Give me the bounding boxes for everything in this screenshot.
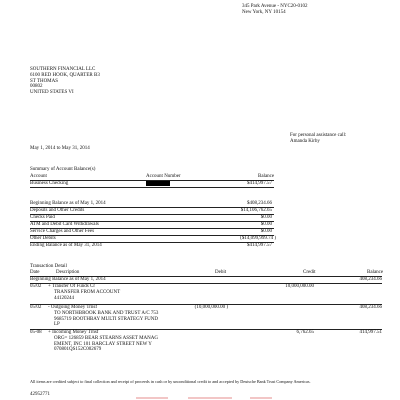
balance-line-amount: $0.00 <box>260 215 272 220</box>
assistance-contact <box>290 133 346 145</box>
summary-header-account: Account <box>30 174 47 179</box>
transaction-description <box>48 330 158 353</box>
transaction-description-line: TO NORTHBROOK BANK AND TRUST A/C 753 <box>54 310 159 316</box>
balance-line-label: Beginning Balance as of May 1, 2014 <box>30 201 106 206</box>
recipient-city: ST THOMAS <box>30 78 59 84</box>
footer-note: All items are credited subject to final collection and receipt of proceeds in cash or by unconditional credit to and accepted by Deutsche Bank Trust Company Americas. <box>30 379 311 384</box>
summary-account-name: Business Checking <box>30 181 69 186</box>
balance-line-label: Checks Paid <box>30 215 55 220</box>
assistance-name: Amanda Kirby <box>290 138 320 144</box>
transaction-opening-label: Beginning Balance as of May 1, 2014 <box>30 277 106 282</box>
transaction-header-description: Description <box>56 270 80 275</box>
recipient-country: UNITED STATES VI <box>30 90 74 95</box>
balance-line-label: Deposits and Other Credits <box>30 208 85 213</box>
transaction-description <box>48 305 158 328</box>
recipient-street: 6100 RED HOOK, QUARTER B3 <box>30 72 100 78</box>
balance-line-amount: $414,997.57 <box>247 243 272 248</box>
transaction-description-line: 9685719 BOOTHBAY MULTI STRATEGY FUND <box>54 316 158 322</box>
transaction-description-line: ORG= 126859 BEAR STEARNS ASSET MANAG <box>54 335 158 341</box>
transaction-header-balance: Balance <box>367 270 384 275</box>
transaction-description <box>48 284 120 301</box>
transaction-credit: 6,762.65 <box>296 330 314 335</box>
transaction-title: Transaction Detail <box>30 264 67 269</box>
balance-line-amount: $408,234.66 <box>247 201 272 206</box>
summary-account-balance: $414,997.57 <box>247 181 272 186</box>
transaction-description-line: EMENT, INC 101 BARCLAY STREET NEW Y <box>54 341 152 347</box>
recipient-name: SOUTHERN FINANCIAL LLC <box>30 67 96 72</box>
footer-mark <box>136 397 168 399</box>
transaction-balance: 414,997.51 <box>359 330 382 335</box>
transaction-description-line: TRANSFER FROM ACCOUNT <box>54 289 121 295</box>
recipient-address <box>30 67 100 96</box>
transaction-header-credit: Credit <box>303 270 316 275</box>
balance-line-label: Other Debits <box>30 236 56 241</box>
summary-header-account-number: Account Number <box>146 174 181 179</box>
balance-line-amount: ($14,099,999.74 ) <box>240 236 276 241</box>
transaction-description-line: 070801QS152C002679 <box>54 347 102 353</box>
summary-header-balance: Balance <box>258 174 275 179</box>
footer-mark <box>188 397 232 399</box>
transaction-description-line: + Transfer Of Funds Cr <box>48 284 95 289</box>
transaction-description-line: LP <box>54 322 60 328</box>
transaction-debit: (10,000,000.00 ) <box>194 305 228 310</box>
transaction-date: 05/02 <box>30 284 42 289</box>
transaction-description-line: + Incoming Money Trnsf <box>48 330 99 335</box>
assistance-label: For personal assistance call: <box>290 133 347 138</box>
summary-bottom-rule <box>30 187 274 188</box>
footer-mark <box>250 397 272 399</box>
transaction-balance: 408,234.66 <box>359 305 382 310</box>
balance-line-label: ATM and Debit Card Withdrawals <box>30 222 99 227</box>
transaction-opening-balance: 408,234.66 <box>359 277 382 282</box>
transaction-date: 05-08 <box>30 330 42 335</box>
balance-line <box>30 243 382 249</box>
transaction-date: 05/02 <box>30 305 42 310</box>
bank-address-line: New York, NY 10154 <box>242 9 286 15</box>
transaction-header-debit: Debit <box>215 270 227 275</box>
recipient-zip: 00802 <box>30 84 43 90</box>
balance-line-amount: $14,106,762.65 <box>240 208 272 213</box>
balance-line-label: Service Charges and Other Fees <box>30 229 95 234</box>
summary-title: Summary of Account Balance(s) <box>30 167 96 172</box>
balance-line-amount: $0.00 <box>260 222 272 227</box>
transaction-row <box>30 284 382 302</box>
balance-line-label: Ending Balance as of May 31, 2014 <box>30 243 102 248</box>
balance-line-amount: $0.00 <box>260 229 272 234</box>
transaction-row <box>30 330 382 354</box>
statement-period: May 1, 2014 to May 31, 2014 <box>30 146 90 151</box>
transaction-header-date: Date <box>30 270 40 275</box>
transaction-description-line: 44120244 <box>54 295 74 301</box>
transaction-row <box>30 305 382 329</box>
transaction-description-line: - Outgoing Money Trnsf <box>48 305 98 310</box>
bank-address <box>242 4 307 16</box>
transaction-credit: 10,000,000.00 <box>285 284 314 289</box>
reference-number: 42952771 <box>30 392 50 397</box>
bank-address-line: 345 Park Avenue - NYC20-0102 <box>242 4 308 9</box>
